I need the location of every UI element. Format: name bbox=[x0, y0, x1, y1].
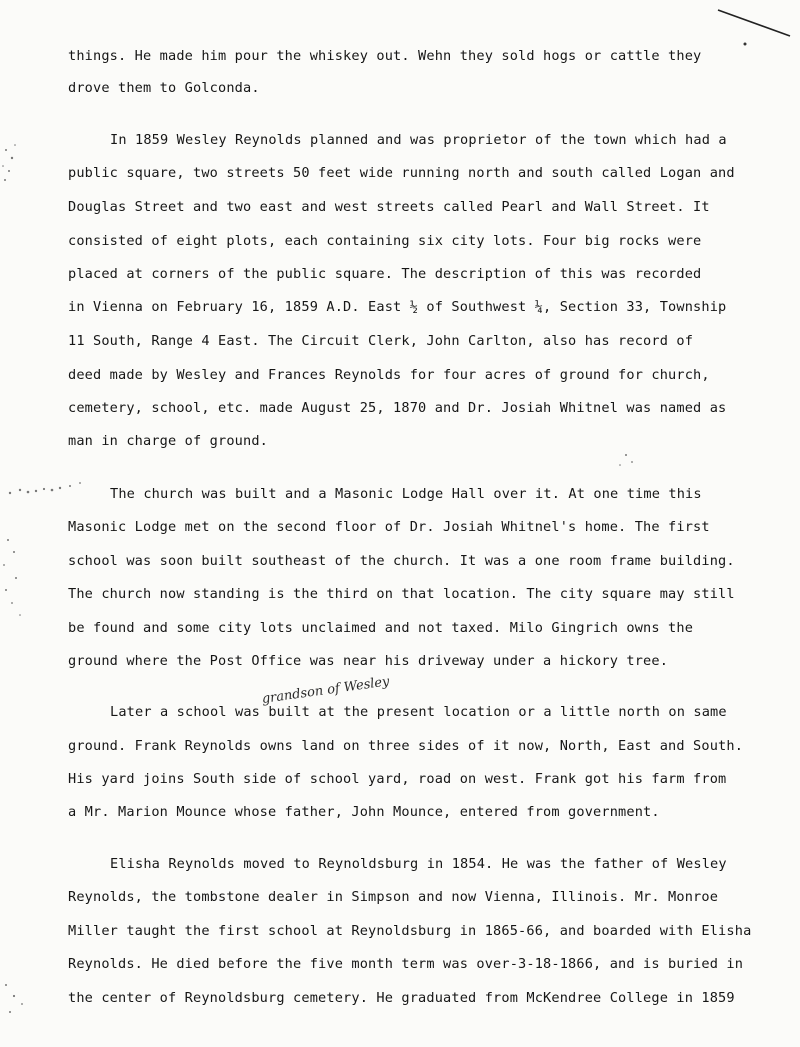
text-line-12: man in charge of ground. bbox=[68, 433, 269, 449]
text-line-22: a Mr. Marion Mounce whose father, John Mounce, entered from government. bbox=[68, 804, 660, 820]
text-line-26: Reynolds. He died before the five month term was over-3-18-1866, and is buried in bbox=[68, 956, 744, 972]
text-line-21: His yard joins South side of school yard, road on west. Frank got his farm from bbox=[68, 771, 727, 787]
text-line-1: things. He made him pour the whiskey out. Wehn they sold hogs or cattle they bbox=[68, 48, 702, 64]
text-line-17: be found and some city lots unclaimed and not taxed. Milo Gingrich owns the bbox=[68, 620, 694, 636]
text-line-23: Elisha Reynolds moved to Reynoldsburg in 1854. He was the father of Wesley bbox=[110, 856, 727, 872]
text-line-16: The church now standing is the third on that location. The city square may still bbox=[68, 586, 735, 602]
text-line-3: In 1859 Wesley Reynolds planned and was proprietor of the town which had a bbox=[110, 132, 727, 148]
corner-dot bbox=[744, 43, 747, 46]
text-line-18: ground where the Post Office was near his driveway under a hickory tree. bbox=[68, 653, 669, 669]
text-line-2: drove them to Golconda. bbox=[68, 80, 260, 96]
text-line-9: 11 South, Range 4 East. The Circuit Clerk, John Carlton, also has record of bbox=[68, 333, 694, 349]
text-line-13: The church was built and a Masonic Lodge Hall over it. At one time this bbox=[110, 486, 702, 502]
text-line-8: in Vienna on February 16, 1859 A.D. East ½ of Southwest ¼, Section 33, Township bbox=[68, 299, 727, 315]
text-line-27: the center of Reynoldsburg cemetery. He graduated from McKendree College in 1859 bbox=[68, 990, 735, 1006]
text-line-4: public square, two streets 50 feet wide running north and south called Logan and bbox=[68, 165, 735, 181]
text-line-25: Miller taught the first school at Reynoldsburg in 1865-66, and boarded with Elisha bbox=[68, 923, 752, 939]
text-line-7: placed at corners of the public square. The description of this was recorded bbox=[68, 266, 702, 282]
text-line-6: consisted of eight plots, each containing six city lots. Four big rocks were bbox=[68, 233, 702, 249]
text-line-10: deed made by Wesley and Frances Reynolds for four acres of ground for church, bbox=[68, 367, 710, 383]
text-line-19: Later a school was built at the present location or a little north on same bbox=[110, 704, 727, 720]
text-line-15: school was soon built southeast of the church. It was a one room frame building. bbox=[68, 553, 735, 569]
text-line-24: Reynolds, the tombstone dealer in Simpson and now Vienna, Illinois. Mr. Monroe bbox=[68, 889, 719, 905]
text-line-11: cemetery, school, etc. made August 25, 1870 and Dr. Josiah Whitnel was named as bbox=[68, 400, 727, 416]
text-line-14: Masonic Lodge met on the second floor of Dr. Josiah Whitnel's home. The first bbox=[68, 519, 710, 535]
corner-mark-line bbox=[718, 10, 790, 36]
text-line-5: Douglas Street and two east and west streets called Pearl and Wall Street. It bbox=[68, 199, 710, 215]
handwritten-note: grandson of Wesley bbox=[260, 674, 391, 707]
text-line-20: ground. Frank Reynolds owns land on three sides of it now, North, East and South. bbox=[68, 738, 744, 754]
